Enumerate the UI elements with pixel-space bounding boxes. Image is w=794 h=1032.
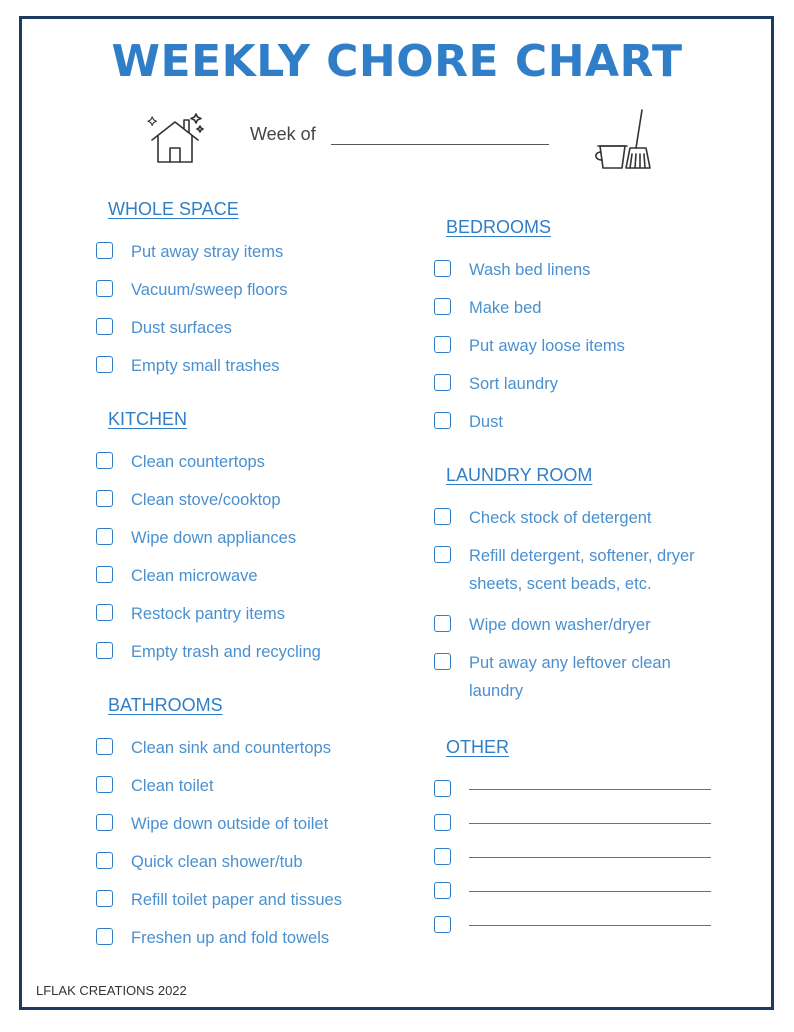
list-item — [96, 527, 396, 549]
list-item — [434, 652, 734, 705]
checkbox[interactable] — [96, 928, 113, 945]
checkbox[interactable] — [96, 528, 113, 545]
item-label: Empty trash and recycling — [131, 643, 321, 661]
blank-item — [434, 813, 734, 831]
checkbox[interactable] — [434, 260, 451, 277]
item-label: Put away stray items — [131, 243, 284, 261]
checkbox[interactable] — [96, 604, 113, 621]
item-label: Make bed — [469, 299, 542, 317]
right-column — [434, 216, 734, 949]
checkbox[interactable] — [434, 780, 451, 797]
checkbox[interactable] — [96, 890, 113, 907]
list-item — [434, 335, 734, 357]
list-item — [96, 565, 396, 587]
item-label: Wash bed linens — [469, 261, 591, 279]
item-label: Clean stove/cooktop — [131, 491, 281, 509]
blank-item — [434, 881, 734, 899]
item-label: Quick clean shower/tub — [131, 853, 303, 871]
list-item — [434, 411, 734, 433]
checkbox[interactable] — [434, 814, 451, 831]
list-item — [96, 489, 396, 511]
blank-item — [434, 779, 734, 797]
list-item — [434, 507, 734, 529]
list-item — [96, 279, 396, 301]
section-heading-bathrooms: BATHROOMS — [108, 695, 223, 715]
list-item — [96, 603, 396, 625]
blank-line-field[interactable] — [469, 915, 711, 926]
list-item — [96, 851, 396, 873]
page-title: WEEKLY CHORE CHART — [111, 36, 683, 87]
item-label: Empty small trashes — [131, 357, 280, 375]
item-label: Clean countertops — [131, 453, 265, 471]
checkbox[interactable] — [434, 916, 451, 933]
checkbox[interactable] — [96, 280, 113, 297]
checkbox[interactable] — [434, 882, 451, 899]
list-item — [96, 889, 396, 911]
checkbox[interactable] — [96, 356, 113, 373]
item-label: Clean microwave — [131, 567, 258, 585]
section-heading-whole-space: WHOLE SPACE — [108, 199, 239, 219]
list-item — [96, 813, 396, 835]
item-label: Refill toilet paper and tissues — [131, 891, 342, 909]
section-heading-laundry-room: LAUNDRY ROOM — [446, 465, 593, 485]
checkbox[interactable] — [96, 814, 113, 831]
list-item — [434, 373, 734, 395]
checkbox[interactable] — [96, 566, 113, 583]
section-heading-bedrooms: BEDROOMS — [446, 217, 552, 237]
list-item — [96, 927, 396, 949]
blank-line-field[interactable] — [469, 813, 711, 824]
checkbox[interactable] — [96, 776, 113, 793]
checkbox[interactable] — [96, 642, 113, 659]
list-item — [434, 614, 734, 636]
checkbox[interactable] — [96, 452, 113, 469]
footer-credit: LFLAK CREATIONS 2022 — [36, 983, 187, 998]
house-sparkle-icon — [146, 110, 204, 166]
week-of-label: Week of — [250, 124, 316, 144]
checkbox[interactable] — [434, 848, 451, 865]
checkbox[interactable] — [434, 336, 451, 353]
list-item — [434, 545, 734, 598]
checkbox[interactable] — [96, 318, 113, 335]
list-item — [96, 355, 396, 377]
week-of-field[interactable] — [331, 144, 549, 145]
blank-line-field[interactable] — [469, 779, 711, 790]
checkbox[interactable] — [434, 508, 451, 525]
checkbox[interactable] — [96, 242, 113, 259]
list-item — [96, 241, 396, 263]
left-column — [96, 198, 396, 965]
list-item — [96, 317, 396, 339]
item-label: Sort laundry — [469, 375, 558, 393]
checkbox[interactable] — [96, 738, 113, 755]
section-heading-other: OTHER — [446, 737, 509, 757]
list-item — [96, 737, 396, 759]
item-label: Restock pantry items — [131, 605, 286, 623]
item-label: Wipe down appliances — [131, 529, 297, 547]
checkbox[interactable] — [434, 546, 451, 563]
checkbox[interactable] — [434, 298, 451, 315]
item-label: Put away loose items — [469, 337, 625, 355]
item-label: Clean sink and countertops — [131, 739, 331, 757]
item-label: Dust — [469, 413, 503, 431]
checkbox[interactable] — [96, 490, 113, 507]
item-label: Wipe down outside of toilet — [131, 815, 329, 833]
section-heading-kitchen: KITCHEN — [108, 409, 188, 429]
item-label: Freshen up and fold towels — [131, 929, 330, 947]
item-label: Check stock of detergent — [469, 509, 652, 527]
item-label: Wipe down washer/dryer — [469, 616, 651, 634]
checkbox[interactable] — [434, 615, 451, 632]
blank-item — [434, 915, 734, 933]
checkbox[interactable] — [96, 852, 113, 869]
list-item — [96, 641, 396, 663]
list-item — [96, 775, 396, 797]
bucket-broom-icon — [592, 108, 654, 172]
list-item — [96, 451, 396, 473]
item-label: Put away any leftover clean laundry — [469, 654, 671, 700]
checkbox[interactable] — [434, 374, 451, 391]
list-item — [434, 259, 734, 281]
item-label: Vacuum/sweep floors — [131, 281, 288, 299]
checkbox[interactable] — [434, 412, 451, 429]
item-label: Refill detergent, softener, dryer sheets, scent beads, etc. — [469, 547, 695, 593]
checkbox[interactable] — [434, 653, 451, 670]
blank-line-field[interactable] — [469, 847, 711, 858]
item-label: Clean toilet — [131, 777, 214, 795]
list-item — [434, 297, 734, 319]
blank-line-field[interactable] — [469, 881, 711, 892]
item-label: Dust surfaces — [131, 319, 232, 337]
blank-item — [434, 847, 734, 865]
